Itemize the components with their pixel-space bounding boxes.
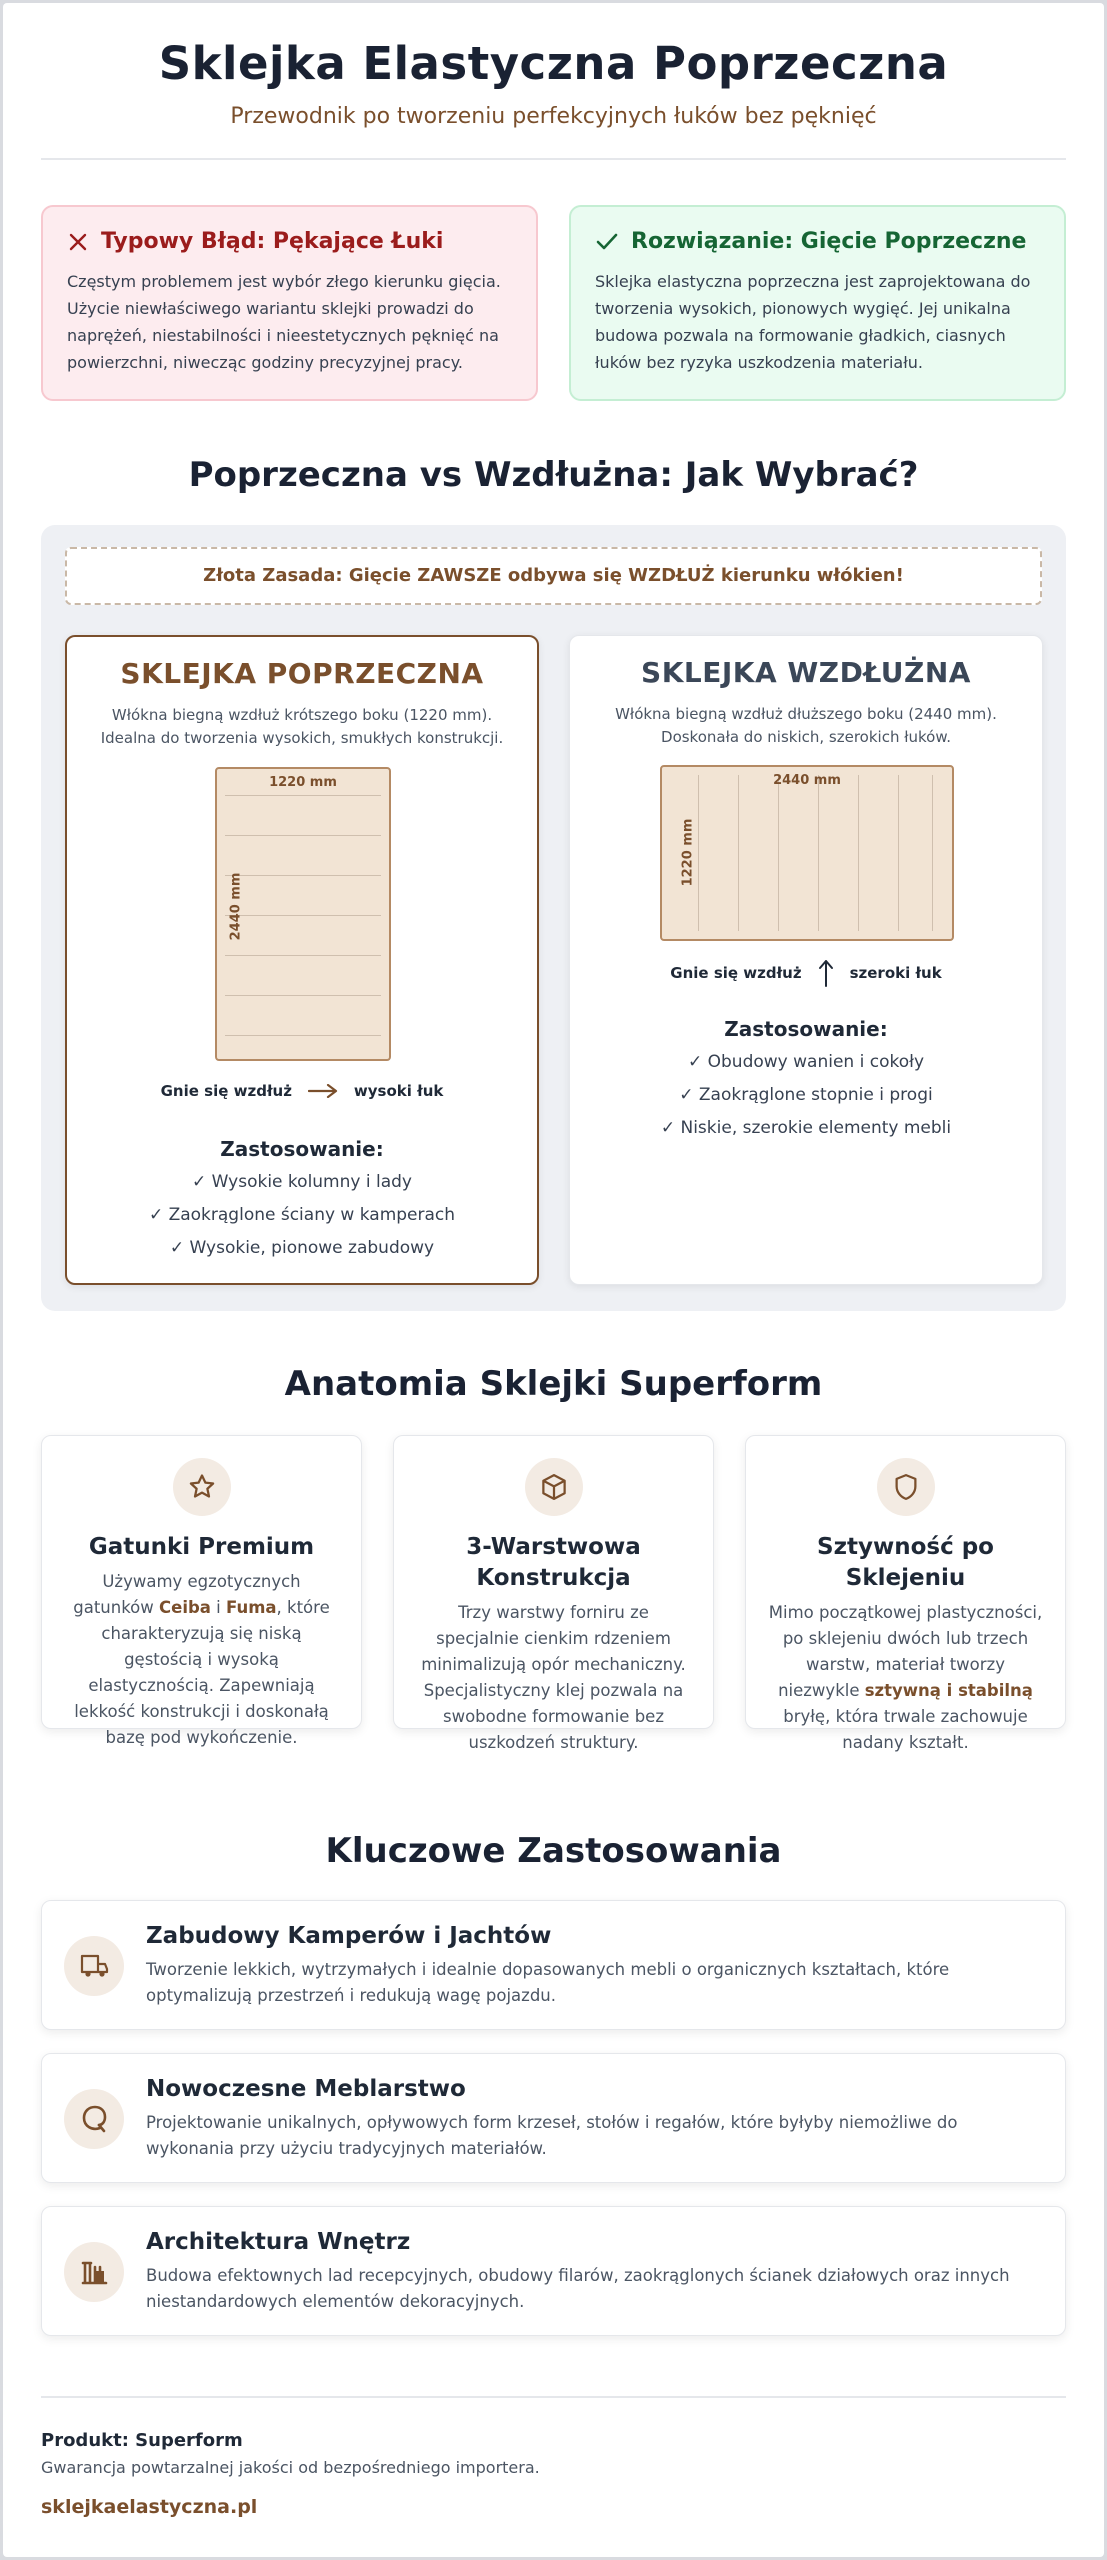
- long-dim-side: 1220 mm: [680, 818, 696, 887]
- cross-bend-label: Gnie się wzdłuż: [160, 1082, 292, 1100]
- page-title: Sklejka Elastyczna Poprzeczna: [158, 37, 949, 90]
- problem-title: Typowy Błąd: Pękające Łuki: [101, 229, 444, 254]
- long-bend-result: szeroki łuk: [849, 964, 942, 982]
- cross-bend-row: [67, 1082, 537, 1100]
- problem-solution-row: [41, 205, 1066, 401]
- grain-line: [225, 915, 381, 916]
- grain-line: [858, 775, 859, 931]
- list-item: ✓ Zaokrąglone ściany w kamperach: [148, 1205, 456, 1225]
- grain-line: [225, 835, 381, 836]
- camper-icon: [64, 1936, 124, 1996]
- long-title: SKLEJKA WZDŁUŻNA: [641, 656, 971, 689]
- grain-line: [818, 775, 819, 931]
- grain-line: [698, 775, 699, 931]
- solution-text: Sklejka elastyczna poprzeczna jest zaprojektowana do tworzenia wysokich, pionowych wygięć. Jej unikalna budowa pozwala na formowanie gładkich, ciasnych łuków bez ryzyka uszkodzenia materiału.: [595, 272, 1031, 372]
- long-bend-row: [570, 959, 1042, 987]
- compare-section-title: Poprzeczna vs Wzdłużna: Jak Wybrać?: [188, 455, 919, 495]
- grain-line: [225, 995, 381, 996]
- golden-rule: Złota Zasada: Gięcie ZAWSZE odbywa się WZDŁUŻ kierunku włókien!: [65, 547, 1042, 605]
- long-dim-top: 2440 mm: [773, 773, 841, 788]
- long-desc-line1: Włókna biegną wzdłuż dłuższego boku (2440 mm).: [615, 705, 997, 723]
- arrow-right-icon: [308, 1084, 338, 1098]
- list-item: ✓ Niskie, szerokie elementy mebli: [660, 1118, 952, 1138]
- cube-icon: [525, 1458, 583, 1516]
- cross-desc-line2: Idealna do tworzenia wysokich, smukłych konstrukcji.: [100, 729, 504, 747]
- shield-icon: [877, 1458, 935, 1516]
- application-card-furniture: [41, 2053, 1066, 2183]
- page: [3, 3, 1104, 2557]
- applications-section-title: Kluczowe Zastosowania: [325, 1831, 782, 1871]
- anatomy-title: 3-Warstwowa Konstrukcja: [466, 1534, 641, 1591]
- star-icon: [173, 1458, 231, 1516]
- application-text: Projektowanie unikalnych, opływowych form krzeseł, stołów i regałów, które byłyby niemożliwe do wykonania przy użyciu tradycyjnych materiałów.: [146, 2113, 958, 2158]
- list-item: ✓ Zaokrąglone stopnie i progi: [679, 1085, 933, 1105]
- hero: [3, 3, 1104, 129]
- list-item: ✓ Obudowy wanien i cokoły: [687, 1052, 925, 1072]
- grain-line: [225, 875, 381, 876]
- anatomy-row: [41, 1435, 1066, 1752]
- long-bend-label: Gnie się wzdłuż: [670, 964, 802, 982]
- list-item: ✓ Wysokie, pionowe zabudowy: [169, 1238, 435, 1258]
- long-apps-list: [570, 1046, 1042, 1145]
- cross-dim-side: 2440 mm: [228, 872, 244, 941]
- footer-guarantee: Gwarancja powtarzalnej jakości od bezpośredniego importera.: [41, 2458, 540, 2477]
- list-item: ✓ Wysokie kolumny i lady: [192, 1172, 412, 1192]
- application-text: Budowa efektownych lad recepcyjnych, obudowy filarów, zaokrąglonych ścianek działowych oraz innych niestandardowych elementów dekoracyjnych.: [146, 2266, 1010, 2311]
- solution-title-row: [595, 229, 1040, 254]
- page-subtitle: Przewodnik po tworzeniu perfekcyjnych łuków bez pęknięć: [230, 104, 877, 129]
- anatomy-text: Trzy warstwy forniru ze specjalnie cienkim rdzeniem minimalizują opór mechaniczny. Specjalistyczny klej pozwala na swobodne formowanie bez uszkodzeń struktury.: [421, 1603, 686, 1752]
- cross-board-diagram: [215, 767, 391, 1061]
- cross-apps-title: Zastosowanie:: [220, 1137, 384, 1161]
- grain-line: [778, 775, 779, 931]
- footer-product: Produkt: Superform: [41, 2430, 243, 2451]
- cross-apps-list: [67, 1166, 537, 1265]
- arrow-up-icon: [818, 959, 834, 987]
- compare-box: [41, 525, 1066, 1311]
- grain-line: [898, 775, 899, 931]
- long-desc-line2: Doskonała do niskich, szerokich łuków.: [661, 728, 951, 746]
- divider: [41, 158, 1066, 160]
- anatomy-card-premium: [41, 1435, 362, 1747]
- application-title: Zabudowy Kamperów i Jachtów: [146, 1923, 552, 1949]
- anatomy-title: Gatunki Premium: [88, 1534, 315, 1560]
- footer-website-link[interactable]: sklejkaelastyczna.pl: [41, 2496, 258, 2518]
- problem-text: Częstym problemem jest wybór złego kierunku gięcia. Użycie niewłaściwego wariantu sklejki prowadzi do naprężeń, niestabilności i nieestetycznych pęknięć na powierzchni, niwecząc godziny precyzyjnej pracy.: [67, 272, 501, 372]
- solution-card: [569, 205, 1066, 401]
- application-title: Nowoczesne Meblarstwo: [146, 2076, 466, 2102]
- cross-bend-result: wysoki łuk: [353, 1082, 444, 1100]
- cross-title: SKLEJKA POPRZECZNA: [120, 657, 484, 690]
- grain-line: [225, 795, 381, 796]
- chair-icon: [64, 2089, 124, 2149]
- cross-desc-line1: Włókna biegną wzdłuż krótszego boku (1220 mm).: [111, 706, 493, 724]
- check-icon: [595, 231, 619, 253]
- solution-title: Rozwiązanie: Gięcie Poprzeczne: [631, 229, 1027, 254]
- application-title: Architektura Wnętrz: [146, 2229, 411, 2255]
- x-icon: [67, 231, 89, 253]
- cross-dim-top: 1220 mm: [269, 775, 337, 790]
- cross-plywood-card: [65, 635, 539, 1285]
- long-board-diagram: [660, 765, 954, 941]
- anatomy-card-stiffness: [745, 1435, 1066, 1752]
- grain-line: [225, 955, 381, 956]
- grain-line: [225, 1035, 381, 1036]
- anatomy-text: Używamy egzotycznych gatunków Ceiba i Fuma, które charakteryzują się niską gęstością i wysoką elastycznością. Zapewniają lekkość konstrukcji i doskonałą bazę pod wykończenie.: [73, 1572, 330, 1747]
- problem-card: [41, 205, 538, 401]
- problem-title-row: [67, 229, 512, 254]
- application-card-architecture: [41, 2206, 1066, 2336]
- anatomy-text: Mimo początkowej plastyczności, po sklejeniu dwóch lub trzech warstw, materiał tworzy niezwykle sztywną i stabilną bryłę, która trwale zachowuje nadany kształt.: [768, 1603, 1043, 1752]
- long-description: [570, 703, 1042, 749]
- application-card-campers: [41, 1900, 1066, 2030]
- long-apps-title: Zastosowanie:: [724, 1017, 888, 1041]
- anatomy-card-layers: [393, 1435, 714, 1752]
- building-icon: [64, 2242, 124, 2302]
- grain-line: [932, 775, 933, 931]
- long-plywood-card: [569, 635, 1043, 1285]
- cross-description: [67, 704, 537, 750]
- anatomy-section-title: Anatomia Sklejki Superform: [284, 1364, 823, 1404]
- anatomy-title: Sztywność po Sklejeniu: [817, 1534, 994, 1591]
- application-text: Tworzenie lekkich, wytrzymałych i idealnie dopasowanych mebli o organicznych kształtach, które optymalizują przestrzeń i redukują wagę pojazdu.: [146, 1960, 950, 2005]
- divider: [41, 2396, 1066, 2398]
- grain-line: [738, 775, 739, 931]
